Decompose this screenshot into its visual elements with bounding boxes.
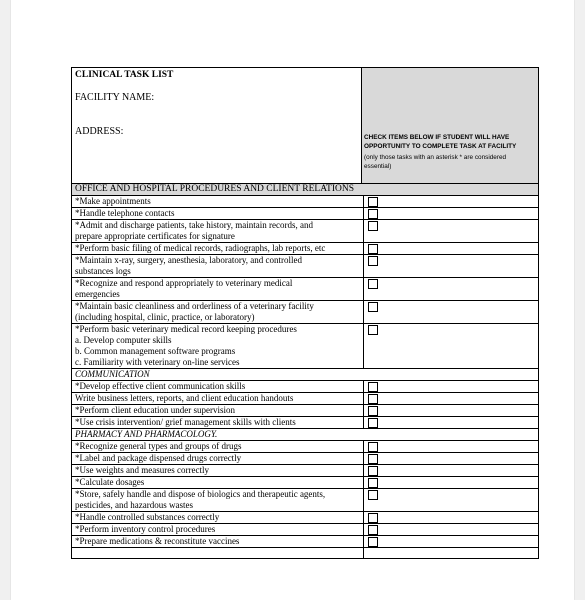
check-cell xyxy=(364,477,538,488)
check-cell xyxy=(364,441,538,452)
task-checkbox[interactable] xyxy=(368,256,378,266)
task-row xyxy=(72,524,538,536)
check-cell xyxy=(364,524,538,535)
task-text: *Develop effective client communication skills xyxy=(72,381,364,392)
subsection-heading xyxy=(72,429,538,441)
check-cell xyxy=(364,324,538,368)
check-cell xyxy=(364,220,538,242)
task-rows xyxy=(72,184,538,558)
task-row xyxy=(72,243,538,255)
task-text: *Make appointments xyxy=(72,196,364,207)
task-row xyxy=(72,324,538,369)
task-row xyxy=(72,255,538,278)
task-text: Write business letters, reports, and client education handouts xyxy=(72,393,364,404)
header-right xyxy=(362,68,538,183)
section-label: OFFICE AND HOSPITAL PROCEDURES AND CLIENT RELATIONS xyxy=(75,184,354,194)
check-cell xyxy=(364,393,538,404)
task-checkbox[interactable] xyxy=(368,279,378,289)
task-row xyxy=(72,301,538,324)
task-checkbox[interactable] xyxy=(368,197,378,207)
check-cell xyxy=(364,465,538,476)
check-instruction: CHECK ITEMS BELOW IF STUDENT WILL HAVE OPPORTUNITY TO COMPLETE TASK AT FACILITY xyxy=(364,134,517,151)
task-row xyxy=(72,278,538,301)
section-heading xyxy=(72,184,538,196)
task-row xyxy=(72,536,538,548)
task-checkbox[interactable] xyxy=(368,466,378,476)
check-cell xyxy=(364,453,538,464)
empty-cell xyxy=(72,548,364,558)
clinical-task-form xyxy=(71,67,539,559)
task-row xyxy=(72,393,538,405)
task-checkbox[interactable] xyxy=(368,394,378,404)
check-cell xyxy=(364,536,538,547)
check-cell xyxy=(364,208,538,219)
task-checkbox[interactable] xyxy=(368,325,378,335)
task-row xyxy=(72,453,538,465)
task-checkbox[interactable] xyxy=(368,513,378,523)
check-cell xyxy=(364,196,538,207)
task-row xyxy=(72,512,538,524)
task-text: *Use weights and measures correctly xyxy=(72,465,364,476)
check-cell xyxy=(364,381,538,392)
task-text: *Perform inventory control procedures xyxy=(72,524,364,535)
task-text: *Perform basic veterinary medical record keeping procedures a. Develop computer skills b. Common management software programs c. Familiarity with veterinary on-line services xyxy=(72,324,364,368)
task-checkbox[interactable] xyxy=(368,221,378,231)
task-checkbox[interactable] xyxy=(368,244,378,254)
task-text: *Maintain basic cleanliness and orderliness of a veterinary facility (including hospital, clinic, practice, or laboratory) xyxy=(72,301,364,323)
task-checkbox[interactable] xyxy=(368,442,378,452)
check-cell xyxy=(364,489,538,511)
task-text: *Perform basic filing of medical records, radiographs, lab reports, etc xyxy=(72,243,364,254)
form-title: CLINICAL TASK LIST xyxy=(75,70,174,80)
address-label: ADDRESS: xyxy=(75,126,124,137)
document-page xyxy=(11,0,574,600)
task-checkbox[interactable] xyxy=(368,490,378,500)
task-row xyxy=(72,208,538,220)
check-cell xyxy=(364,278,538,300)
check-cell xyxy=(364,301,538,323)
task-text: *Recognize general types and groups of drugs xyxy=(72,441,364,452)
header-left xyxy=(72,68,362,183)
task-checkbox[interactable] xyxy=(368,478,378,488)
check-cell xyxy=(364,512,538,523)
table-bottom-row xyxy=(72,548,538,558)
task-text: *Calculate dosages xyxy=(72,477,364,488)
task-text: *Store, safely handle and dispose of biologics and therapeutic agents, pesticides, and hazardous wastes xyxy=(72,489,364,511)
task-checkbox[interactable] xyxy=(368,418,378,428)
facility-name-label: FACILITY NAME: xyxy=(75,92,155,103)
task-checkbox[interactable] xyxy=(368,209,378,219)
task-text: *Perform client education under supervision xyxy=(72,405,364,416)
check-cell xyxy=(364,417,538,428)
task-text: *Prepare medications & reconstitute vaccines xyxy=(72,536,364,547)
check-note: (only those tasks with an asterisk * are considered essential) xyxy=(364,154,507,171)
task-text: *Handle telephone contacts xyxy=(72,208,364,219)
task-row xyxy=(72,465,538,477)
task-row xyxy=(72,417,538,429)
task-row xyxy=(72,381,538,393)
task-row xyxy=(72,489,538,512)
check-cell xyxy=(364,405,538,416)
task-checkbox[interactable] xyxy=(368,382,378,392)
task-checkbox[interactable] xyxy=(368,525,378,535)
task-checkbox[interactable] xyxy=(368,406,378,416)
task-row xyxy=(72,220,538,243)
check-cell xyxy=(364,243,538,254)
task-text: *Maintain x-ray, surgery, anesthesia, laboratory, and controlled substances logs xyxy=(72,255,364,277)
task-text: *Use crisis intervention/ grief management skills with clients xyxy=(72,417,364,428)
subsection-heading xyxy=(72,369,538,381)
task-row xyxy=(72,196,538,208)
task-row xyxy=(72,441,538,453)
task-row xyxy=(72,477,538,489)
form-header xyxy=(72,68,538,184)
task-text: *Handle controlled substances correctly xyxy=(72,512,364,523)
task-checkbox[interactable] xyxy=(368,454,378,464)
task-checkbox[interactable] xyxy=(368,537,378,547)
task-text: *Admit and discharge patients, take history, maintain records, and prepare appropriate certificates for signature xyxy=(72,220,364,242)
empty-cell xyxy=(364,548,538,558)
task-checkbox[interactable] xyxy=(368,302,378,312)
task-text: *Recognize and respond appropriately to veterinary medical emergencies xyxy=(72,278,364,300)
section-label: PHARMACY AND PHARMACOLOGY. xyxy=(75,429,218,439)
check-cell xyxy=(364,255,538,277)
section-label: COMMUNICATION xyxy=(75,369,150,379)
task-text: *Label and package dispensed drugs correctly xyxy=(72,453,364,464)
task-row xyxy=(72,405,538,417)
